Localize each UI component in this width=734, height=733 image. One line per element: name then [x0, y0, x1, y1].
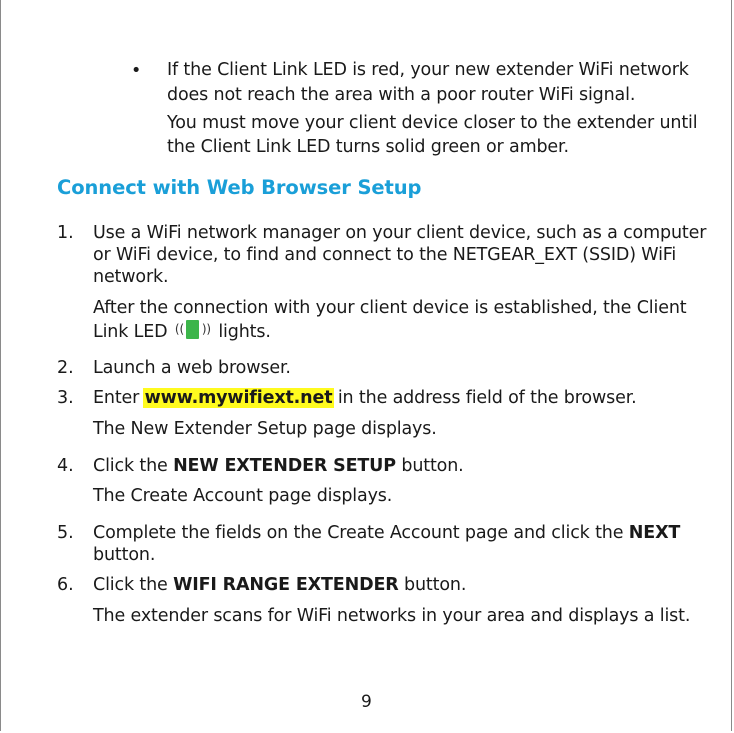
- step-5-line-2: button.: [93, 545, 156, 565]
- step-4-text: [93, 455, 464, 477]
- step-5-number: 5.: [57, 523, 74, 543]
- led-wave-left: ((: [174, 322, 184, 336]
- step-1-line-3: network.: [93, 267, 169, 287]
- led-wave-right: )): [201, 322, 211, 336]
- step-6-note: The extender scans for WiFi networks in your area and displays a list.: [93, 606, 691, 626]
- step-1-number: 1.: [57, 223, 74, 243]
- bullet-line-1: If the Client Link LED is red, your new extender WiFi network: [167, 60, 689, 80]
- step-4-after: button.: [401, 456, 464, 476]
- bullet-line-2: does not reach the area with a poor router WiFi signal.: [167, 85, 636, 105]
- step-3-note: The New Extender Setup page displays.: [93, 419, 437, 439]
- step-3-before: Enter: [93, 388, 140, 408]
- step-5-line-1: [93, 522, 680, 544]
- step-1-note-after: lights.: [218, 322, 271, 342]
- step-2-number: 2.: [57, 358, 74, 378]
- step-1-note-line-1: After the connection with your client device is established, the Client: [93, 298, 687, 318]
- wifi-range-extender-label: WIFI RANGE EXTENDER: [173, 575, 399, 595]
- step-6-after: button.: [404, 575, 467, 595]
- step-4-before: Click the: [93, 456, 168, 476]
- step-3-number: 3.: [57, 388, 74, 408]
- bullet-line-3: You must move your client device closer to the extender until: [167, 113, 698, 133]
- step-6-before: Click the: [93, 575, 168, 595]
- bullet-marker: •: [131, 61, 142, 81]
- bullet-line-4: the Client Link LED turns solid green or amber.: [167, 137, 569, 157]
- step-1-line-1: Use a WiFi network manager on your client device, such as a computer: [93, 223, 707, 243]
- step-1-note-before: Link LED: [93, 322, 168, 342]
- step-6-number: 6.: [57, 575, 74, 595]
- step-1-line-2: or WiFi device, to find and connect to the NETGEAR_EXT (SSID) WiFi: [93, 245, 677, 265]
- step-5-before: Complete the fields on the Create Account page and click the: [93, 523, 624, 543]
- section-heading: Connect with Web Browser Setup: [57, 176, 422, 199]
- step-4-number: 4.: [57, 456, 74, 476]
- step-3-after: in the address field of the browser.: [337, 388, 637, 408]
- client-link-led-icon: [175, 320, 211, 340]
- step-4-note: The Create Account page displays.: [93, 486, 393, 506]
- step-1-note-line-2: [93, 320, 271, 343]
- step-3-text: [93, 387, 637, 409]
- led-green-bar: [186, 320, 199, 339]
- new-extender-setup-label: NEW EXTENDER SETUP: [173, 456, 396, 476]
- setup-url-highlight: www.mywifiext.net: [144, 388, 333, 408]
- step-6-text: [93, 574, 466, 596]
- step-2-text: Launch a web browser.: [93, 358, 291, 378]
- next-label: NEXT: [628, 523, 681, 543]
- page-number: 9: [361, 692, 372, 712]
